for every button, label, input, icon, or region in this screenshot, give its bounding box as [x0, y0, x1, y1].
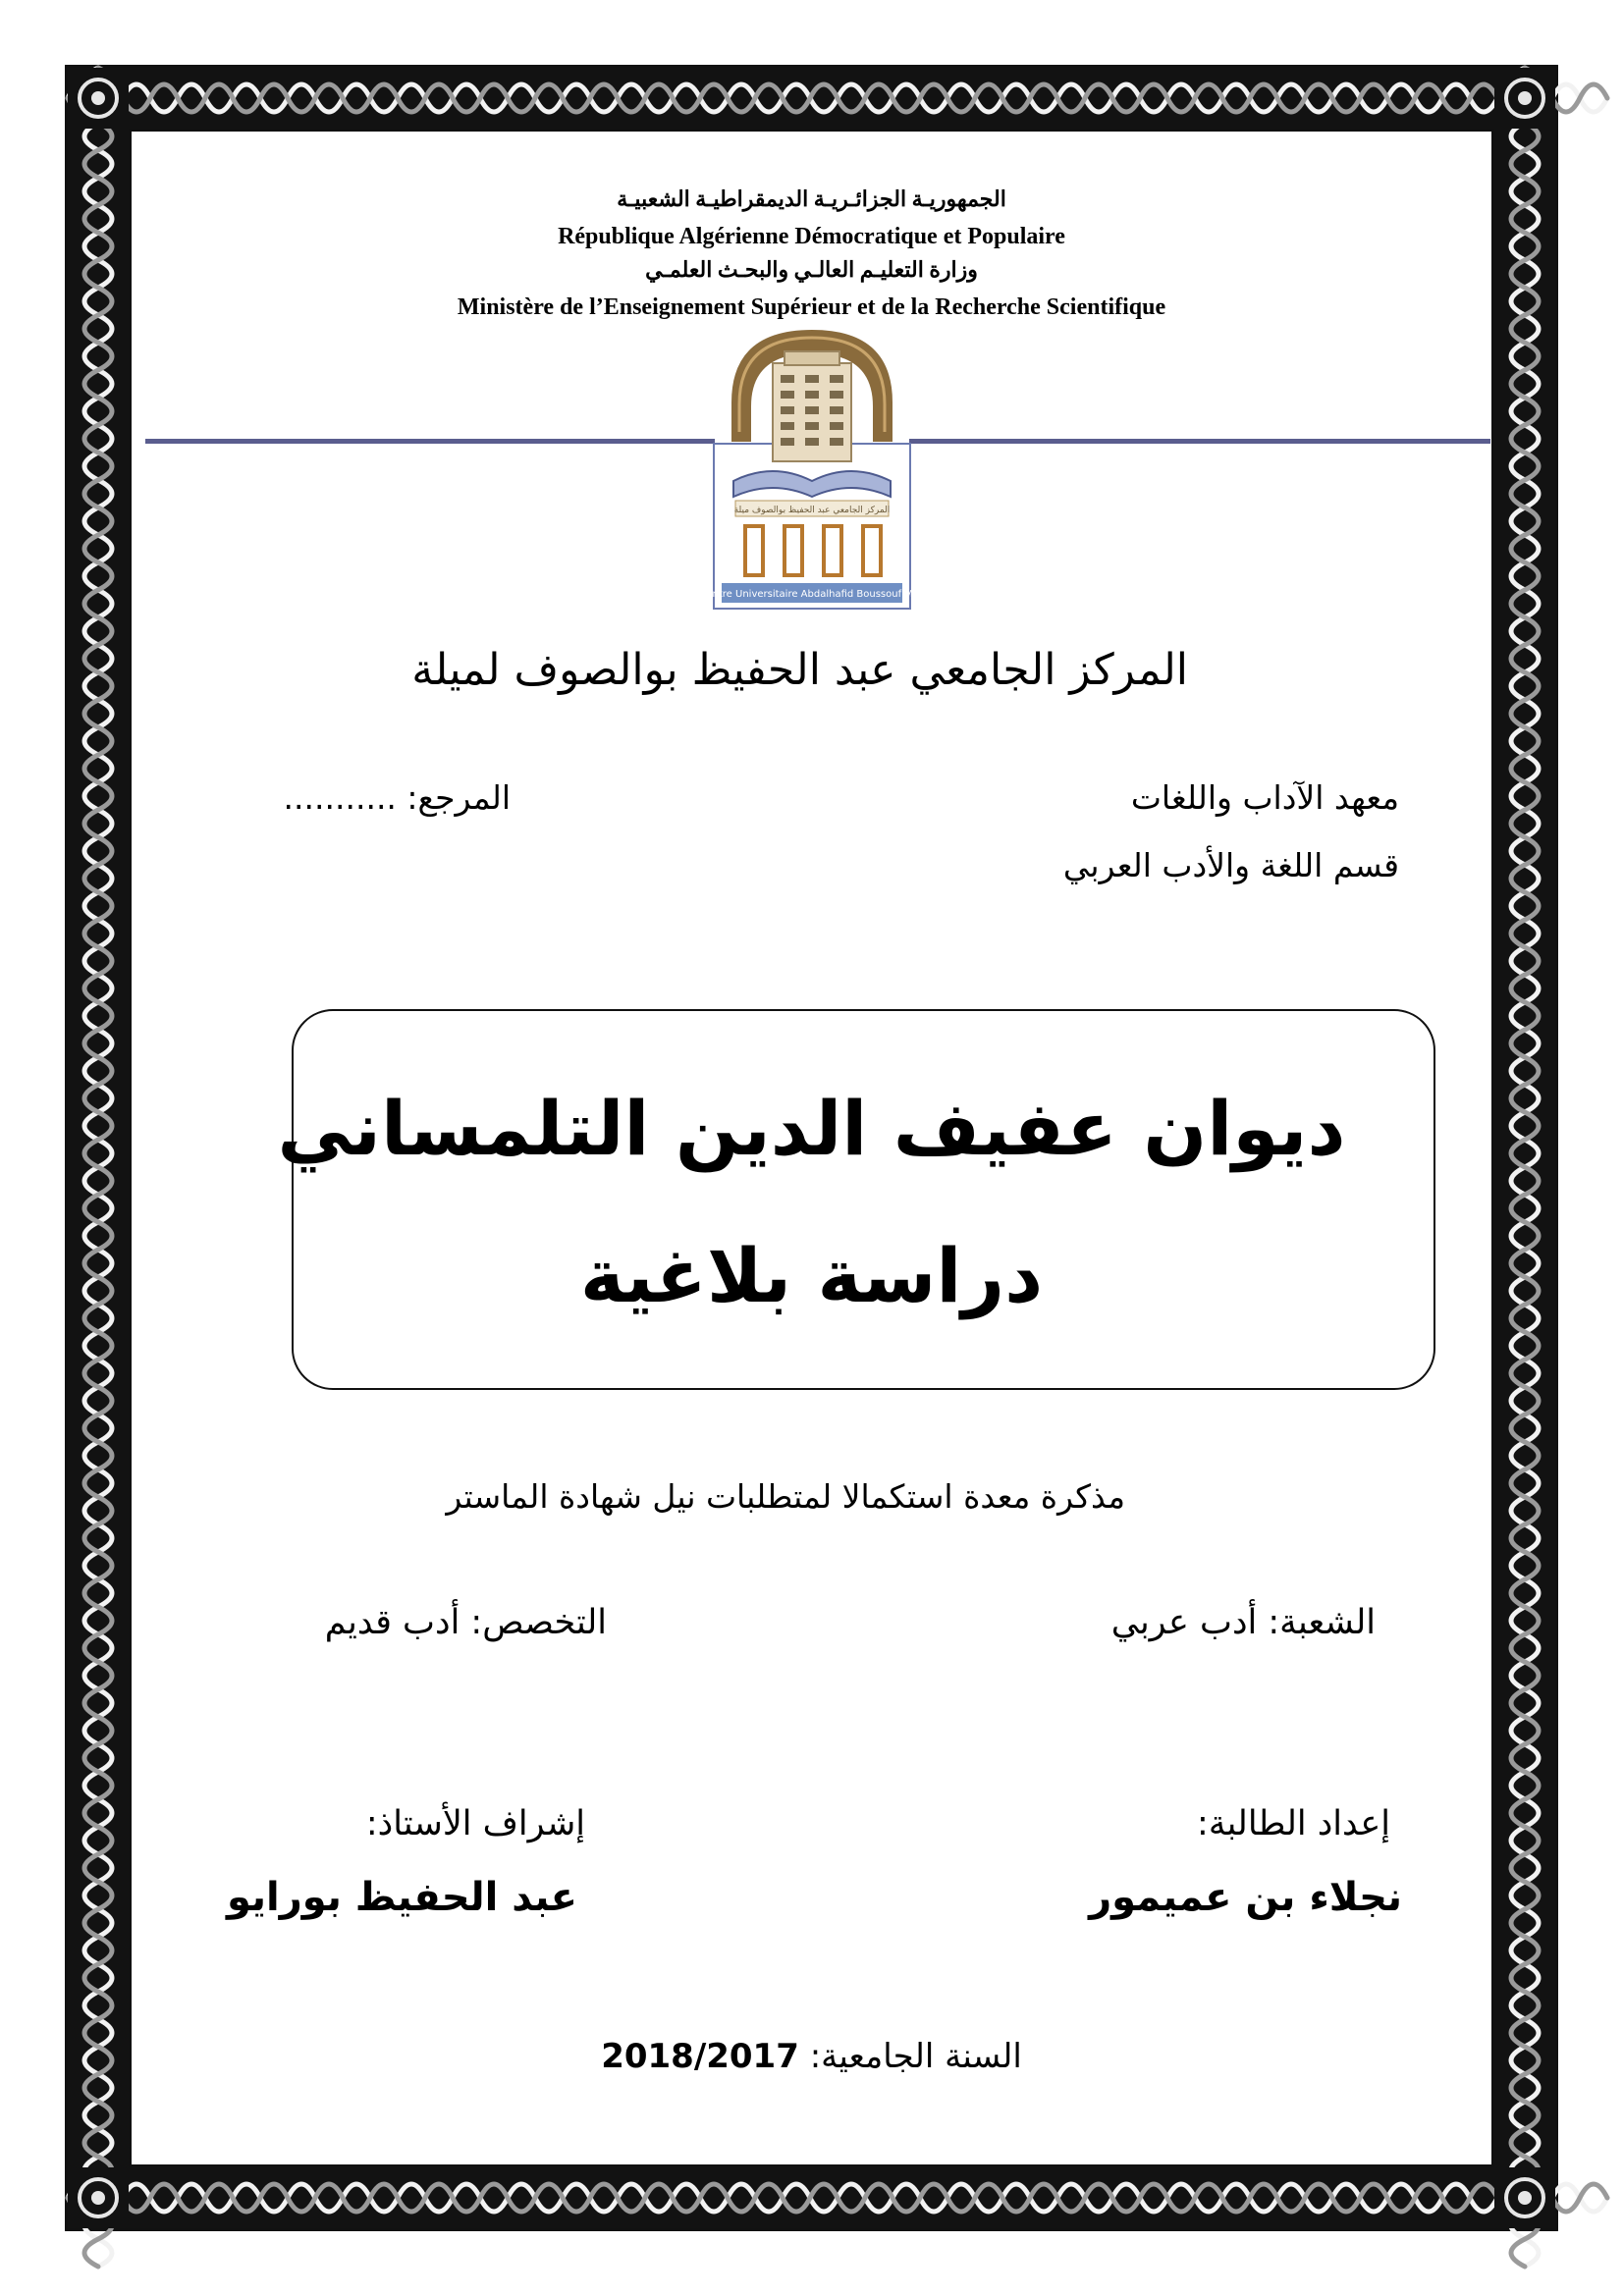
department-name: قسم اللغة والأدب العربي — [1062, 846, 1399, 884]
thesis-title-line1: ديوان عفيف الدين التلمساني — [277, 1085, 1346, 1172]
corner-ornament-top-right — [1494, 68, 1555, 129]
header-rule-left — [145, 439, 715, 444]
ministry-name-arabic: وزارة التعليـم العالـي والبحـث العلمـي — [645, 257, 978, 282]
logo-caption-french: Centre Universitaire Abdalhafid Boussouf Mila — [699, 589, 925, 600]
student-name: نجلاء بن عميمور — [1089, 1875, 1402, 1920]
border-band-top — [68, 68, 1555, 129]
republic-name-french: République Algérienne Démocratique et Populaire — [558, 224, 1065, 249]
border-chain-bottom — [68, 2167, 1555, 2228]
corner-ornament-top-left — [68, 68, 129, 129]
header-rule-right — [909, 439, 1490, 444]
university-logo — [699, 324, 925, 609]
thesis-title-box — [292, 1009, 1435, 1390]
institute-name: معهد الآداب واللغات — [1130, 778, 1399, 817]
reference-number: المرجع: ........... — [283, 778, 511, 817]
university-center-name: المركز الجامعي عبد الحفيظ بوالصوف لميلة — [411, 645, 1188, 695]
border-chain-top — [68, 68, 1555, 129]
academic-year — [0, 2037, 1623, 2076]
supervisor-name: عبد الحفيظ بورايو — [226, 1875, 577, 1920]
ministry-name-french: Ministère de l’Enseignement Supérieur et de la Recherche Scientifique — [457, 294, 1166, 320]
corner-ornament-bottom-right — [1494, 2167, 1555, 2228]
thesis-title-line2: دراسة بلاغية — [579, 1232, 1044, 1319]
student-label: إعداد الطالبة: — [1197, 1804, 1390, 1843]
thesis-specialty: التخصص: أدب قديم — [324, 1603, 607, 1642]
thesis-purpose: مذكرة معدة استكمالا لمتطلبات نيل شهادة الماستر — [446, 1477, 1125, 1516]
supervisor-label: إشراف الأستاذ: — [365, 1804, 585, 1843]
border-band-bottom — [68, 2167, 1555, 2228]
thesis-branch: الشعبة: أدب عربي — [1110, 1603, 1376, 1642]
academic-year-value: 2018/2017 — [601, 2037, 799, 2076]
logo-caption-arabic: المركز الجامعي عبد الحفيظ بوالصوف ميلة — [733, 506, 891, 515]
academic-year-label: السنة الجامعية: — [809, 2037, 1022, 2076]
corner-ornament-bottom-left — [68, 2167, 129, 2228]
republic-name-arabic: الجمهوريـة الجزائـريـة الديمقراطيـة الشعبيـة — [617, 187, 1006, 211]
